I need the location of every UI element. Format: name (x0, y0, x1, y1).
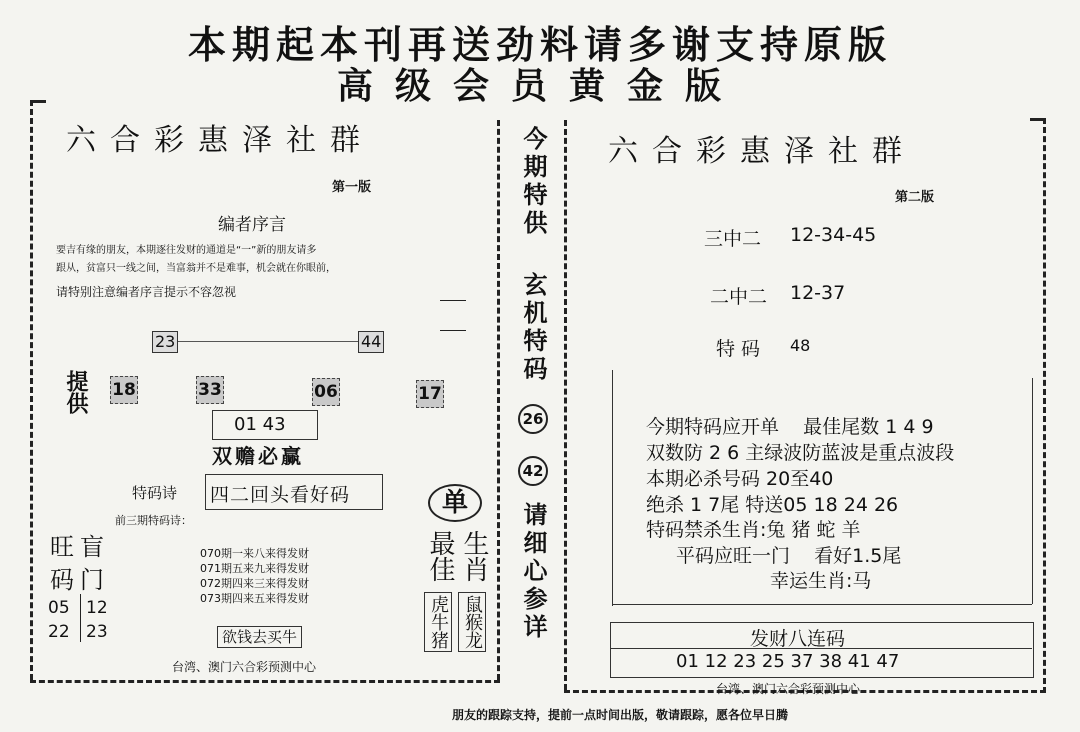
info-line-3: 本期必杀号码 20至40 (646, 468, 834, 490)
wang-num-2: 12 (86, 598, 108, 618)
prev-poem-2: 071期五来九来得发财 (200, 562, 309, 575)
number-box-23: 23 (152, 331, 178, 353)
info-line-6: 平码应旺一门 看好1.5尾 (676, 545, 902, 567)
er-value: 12-37 (790, 282, 846, 304)
zodiac-a: 虎牛猪 (424, 592, 452, 652)
te-label: 特 码 (716, 338, 761, 360)
preface-notice: 请特别注意编者序言提示不容忽视 (56, 285, 237, 299)
right-panel-corner (1030, 118, 1046, 121)
prev-poem-3: 072期四来三来得发财 (200, 577, 309, 590)
info-line-4: 绝杀 1 7尾 特送05 18 24 26 (646, 494, 899, 516)
wang-label-1: 旺盲 (50, 533, 110, 561)
wang-num-3: 22 (48, 622, 70, 642)
wang-num-1: 05 (48, 598, 70, 618)
info-box-left (612, 370, 613, 606)
best-label: 最佳 (425, 530, 455, 582)
right-footer: 台湾、澳门六合彩预测中心 (716, 682, 861, 696)
preface-line-1: 要吉有缘的朋友，本期逐往发财的通道是“一”新的朋友请多 (56, 245, 317, 256)
middle-top-text: 今期特供 (519, 126, 547, 238)
left-panel-border-bottom (30, 680, 500, 683)
facai-title: 发财八连码 (750, 628, 846, 650)
info-box-bottom (612, 604, 1032, 605)
pair-value: 01 43 (234, 414, 286, 435)
wang-num-4: 23 (86, 622, 108, 642)
box-line (440, 330, 466, 331)
buy-cow-box: 欲钱去买牛 (217, 626, 302, 648)
right-edition: 第二版 (895, 190, 935, 205)
san-label: 三中二 (704, 228, 762, 250)
er-label: 二中二 (710, 286, 768, 308)
left-title: 六合彩惠泽社群 (66, 123, 374, 158)
preface-title: 编者序言 (218, 215, 286, 235)
number-box-44: 44 (358, 331, 384, 353)
provide-num-2: 33 (196, 376, 224, 404)
headline-top: 本期起本刊再送劲料请多谢支持原版 (187, 22, 892, 67)
left-panel-border-left (30, 100, 33, 680)
info-box-right (1032, 378, 1033, 604)
info-line-2: 双数防 2 6 主绿波防蓝波是重点波段 (646, 442, 955, 464)
wang-label-2: 码门 (50, 566, 110, 594)
poem-label: 特码诗 (132, 484, 178, 502)
left-panel-border-right (497, 120, 500, 680)
right-panel-border-left (564, 120, 567, 690)
provide-num-4: 17 (416, 380, 444, 408)
san-value: 12-34-45 (790, 224, 877, 246)
te-value: 48 (790, 336, 811, 355)
wang-divider (80, 594, 81, 642)
single-badge: 单 (428, 484, 482, 522)
info-line-7: 幸运生肖:马 (770, 570, 872, 592)
info-line-1: 今期特码应开单 最佳尾数 1 4 9 (646, 416, 934, 438)
info-line-5: 特码禁杀生肖:兔 猪 蛇 羊 (646, 519, 861, 541)
facai-nums: 01 12 23 25 37 38 41 47 (676, 651, 900, 672)
prev-poem-1: 070期一来八来得发财 (200, 547, 309, 560)
middle-circle-42: 42 (518, 456, 548, 486)
poem-text: 四二回头看好码 (210, 484, 351, 506)
left-footer: 台湾、澳门六合彩预测中心 (172, 660, 317, 674)
middle-special: 玄机特码 (519, 272, 547, 384)
preface-line-2: 跟从，贫富只一线之间，当富翁并不是难事，机会就在你眼前， (56, 263, 336, 274)
right-panel-border-right (1043, 118, 1046, 693)
right-title: 六合彩惠泽社群 (608, 134, 916, 169)
headline-sub: 高级会员黄金版 (336, 65, 743, 107)
zodiac-b: 鼠猴龙 (458, 592, 486, 652)
provide-num-1: 18 (110, 376, 138, 404)
prev-poem-4: 073期四来五来得发财 (200, 592, 309, 605)
left-edition: 第一版 (332, 180, 372, 195)
box-rule (152, 341, 384, 342)
provide-label: 提供 (63, 370, 88, 414)
middle-bottom-text: 请细心参详 (519, 502, 547, 642)
shengxiao-label: 生肖 (459, 530, 489, 582)
bottom-note: 朋友的跟踪支持，提前一点时间出版，敬请跟踪，愿各位早日腾 (452, 708, 789, 722)
notice-line (440, 300, 466, 301)
middle-circle-26: 26 (518, 404, 548, 434)
slogan: 双赡必赢 (212, 444, 304, 468)
provide-num-3: 06 (312, 378, 340, 406)
prev-poem-label: 前三期特码诗： (115, 514, 192, 527)
